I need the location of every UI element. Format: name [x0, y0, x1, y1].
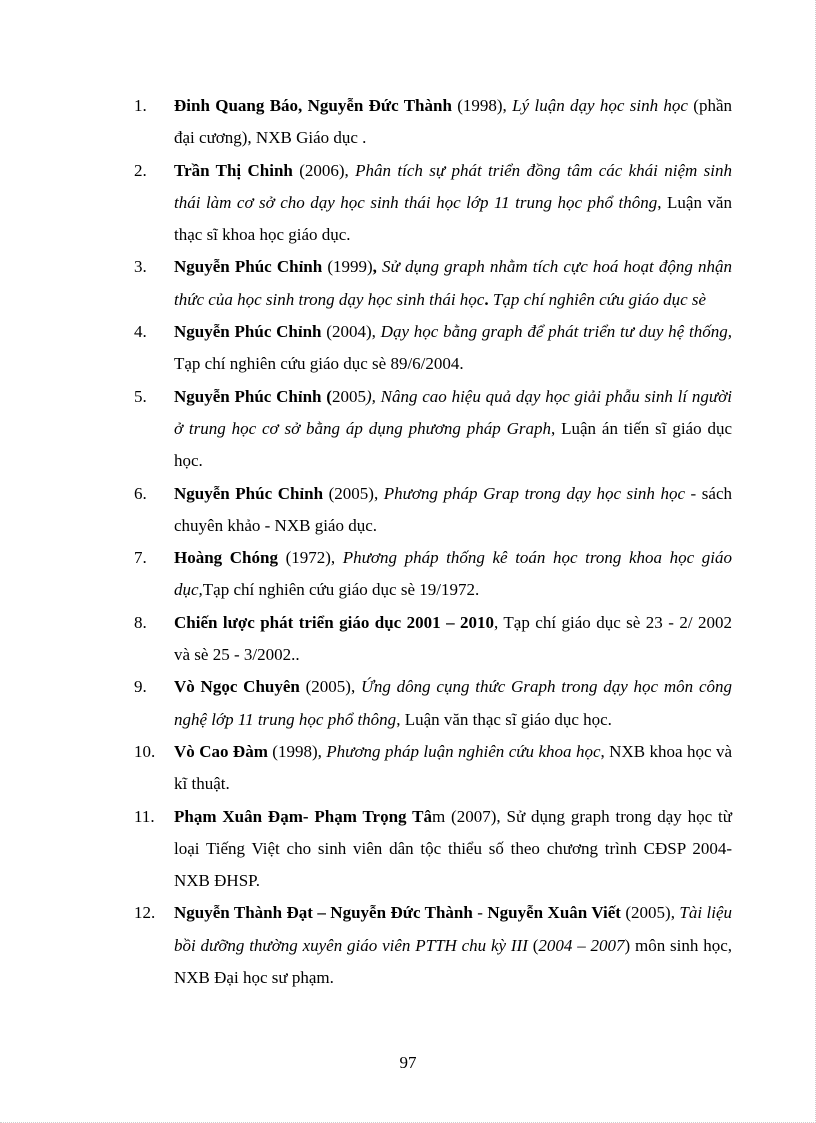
reference-author: Nguyễn Phúc Chỉnh: [174, 257, 323, 277]
reference-author: Nguyễn Phúc Chỉnh: [174, 483, 324, 503]
reference-author: Chiến lược phát triển giáo dục 2001 – 2010: [174, 612, 495, 632]
reference-title: Tài liệu bồi dưỡng thường xuyên giáo viên PTTH chu kỳ III: [174, 903, 733, 955]
reference-author: Nguyễn Phúc Chỉnh (: [174, 386, 332, 406]
reference-text: - sách chuyên khảo - NXB giáo dục.: [174, 483, 732, 535]
reference-number: 6.: [134, 483, 147, 503]
reference-title: Phương pháp Grap trong dạy học sinh học: [383, 483, 685, 503]
reference-author: Trần Thị Chinh: [174, 160, 293, 180]
reference-item: [134, 381, 732, 478]
reference-author: Đinh Quang Báo, Nguyễn Đức Thành: [174, 96, 452, 115]
reference-author: Vò Ngọc Chuyên: [174, 677, 300, 697]
reference-number: 12.: [134, 903, 156, 923]
reference-text: (2006),: [292, 160, 356, 180]
reference-text: (2005),: [620, 903, 680, 923]
reference-title: Dạy học bằng graph để phát triển tư duy hệ thống,: [380, 322, 732, 342]
reference-title: Sử dụng graph nhằm tích cực hoá hoạt động nhận thức của học sinh trong dạy học sinh thái học: [174, 257, 732, 309]
reference-text: m (2007), Sử dụng graph trong dạy học từ loại Tiếng Việt cho sinh viên dân tộc thiểu số theo chương trình CĐSP 2004- NXB ĐHSP.: [174, 806, 732, 891]
reference-author: Hoàng Chóng: [174, 548, 278, 568]
reference-number: 3.: [134, 257, 147, 277]
reference-author: ,: [372, 257, 377, 277]
reference-text: (1998),: [451, 96, 513, 115]
reference-item: [134, 251, 732, 316]
reference-title: Ứng dông cụng thức Graph trong dạy học môn công nghệ lớp 11 trung học phổ thông: [174, 677, 732, 729]
reference-text: Tạp chí nghiên cứu giáo dục sè 19/1972.: [202, 580, 480, 600]
reference-item: [134, 607, 732, 672]
reference-author: .: [484, 289, 489, 309]
reference-title: 2004 – 2007: [538, 935, 625, 955]
reference-item: [134, 897, 732, 994]
reference-text: , Luận văn thạc sĩ giáo dục học.: [396, 709, 612, 729]
reference-author: Nguyễn Thành Đạt – Nguyễn Đức Thành: [174, 903, 473, 923]
reference-item: [134, 316, 732, 381]
reference-text: (phần đại cương), NXB Giáo dục .: [174, 96, 732, 148]
reference-text: (1972),: [277, 548, 343, 568]
reference-title: Phân tích sự phát triển đồng tâm các khái niệm sinh thái làm cơ sở cho dạy học sinh thái học lớp 11 trung học phổ thông: [174, 160, 732, 212]
reference-title: Phương pháp luận nghiên cứu khoa học: [326, 741, 601, 761]
reference-text: Tạp chí nghiên cứu giáo dục sè 89/6/2004.: [174, 354, 464, 374]
reference-number: 2.: [134, 160, 147, 180]
reference-text: (: [527, 935, 539, 955]
reference-text: , NXB khoa học và kĩ thuật.: [174, 741, 732, 794]
reference-item: [134, 736, 732, 801]
reference-number: 7.: [134, 548, 147, 568]
reference-title: ), Nâng cao hiệu quả dạy học giải phẫu sinh lí người ở trung học cơ sở bằng áp dụng phương pháp Graph: [174, 386, 732, 438]
reference-number: 10.: [134, 741, 156, 761]
reference-text: (2004),: [321, 322, 381, 342]
reference-number: 9.: [134, 677, 147, 697]
reference-item: [134, 90, 732, 155]
reference-text: , Luận án tiến sĩ giáo dục học.: [174, 418, 732, 471]
reference-item: [134, 542, 732, 607]
reference-text: ) môn sinh học, NXB Đại học sư phạm.: [174, 935, 732, 988]
reference-author: Phạm Xuân Đạm- Phạm Trọng Tâ: [174, 806, 432, 826]
reference-number: 1.: [134, 96, 147, 115]
reference-author: Nguyễn Phúc Chỉnh: [174, 322, 322, 342]
reference-list: [134, 90, 732, 994]
reference-text: , Tạp chí giáo dục sè 23 - 2/ 2002 và sè 25 - 3/2002..: [174, 612, 732, 665]
reference-item: [134, 671, 732, 736]
reference-text: (1999): [322, 257, 373, 277]
reference-text: -: [472, 903, 488, 923]
reference-title: Phương pháp thống kê toán học trong khoa học giáo dục,: [174, 548, 732, 600]
reference-author: Vò Cao Đàm: [174, 741, 268, 761]
reference-item: [134, 801, 732, 898]
reference-item: [134, 478, 732, 543]
reference-author: Nguyễn Xuân Viết: [487, 903, 621, 923]
reference-number: 5.: [134, 386, 147, 406]
reference-title: Tạp chí nghiên cứu giáo dục sè: [488, 289, 707, 309]
reference-number: 4.: [134, 322, 147, 342]
page-number: 97: [399, 1053, 417, 1072]
reference-number: 11.: [134, 806, 155, 826]
reference-text: (2005),: [299, 677, 362, 697]
reference-text: 2005: [331, 386, 366, 406]
reference-title: Lý luận dạy học sinh học: [512, 96, 688, 115]
reference-text: (1998),: [267, 741, 327, 761]
reference-text: (2005),: [323, 483, 384, 503]
reference-text: , Luận văn thạc sĩ khoa học giáo dục.: [174, 192, 732, 245]
reference-number: 8.: [134, 612, 147, 632]
reference-item: [134, 155, 732, 252]
